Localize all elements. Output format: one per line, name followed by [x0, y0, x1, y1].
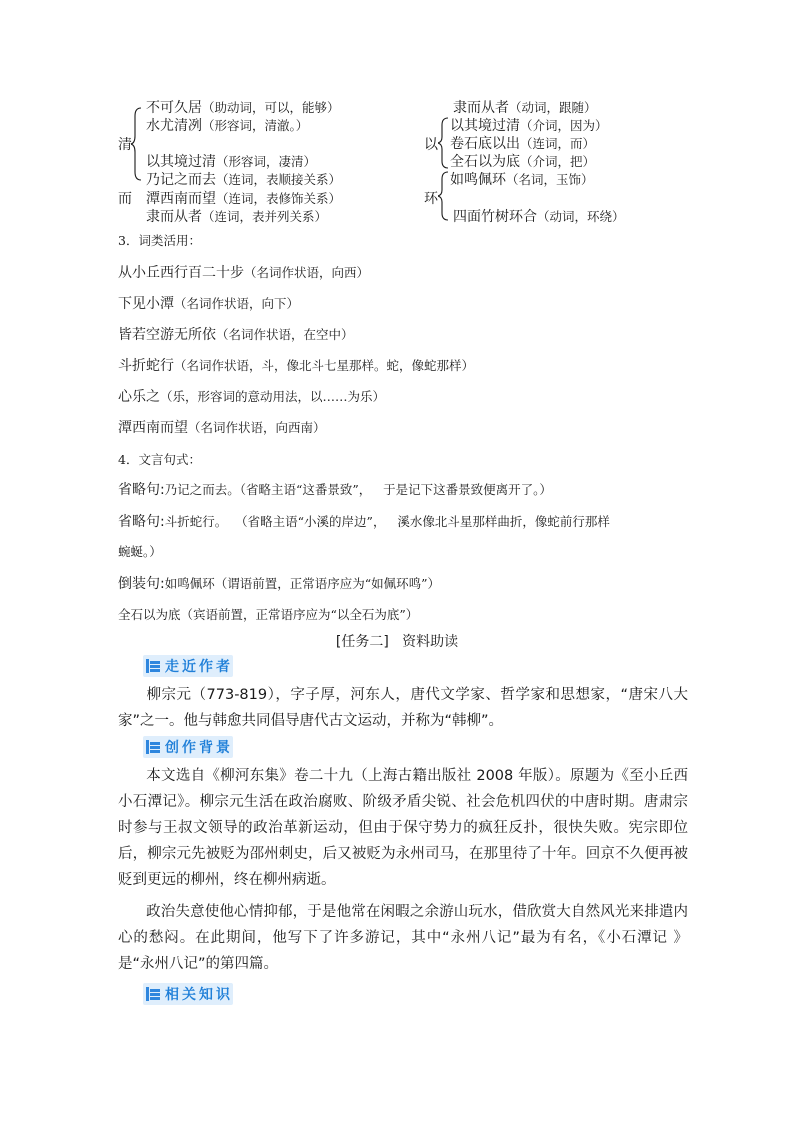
- right-row-text: 四面竹树环合: [453, 209, 537, 225]
- right-char-huan: 环: [424, 191, 438, 207]
- right-row-5: [453, 206, 625, 226]
- left-row-text: 乃记之而去: [146, 172, 216, 188]
- section-header-background: [143, 736, 233, 758]
- section4-item-text: 乃记之而去。（省略主语“这番景致”， 于是记下这番景致便离开了。）: [164, 482, 552, 497]
- section-header-author: [143, 655, 233, 677]
- section4-item-text: 斗折蛇行。 （省略主语“小溪的岸边”， 溪水像北斗星那样曲折，像蛇前行那样: [164, 514, 610, 529]
- section-bars-icon: [146, 987, 160, 1001]
- right-char-yi: 以: [424, 137, 438, 153]
- left-row-0: [146, 97, 340, 117]
- background-text-2: 政治失意使他心情抑郁，于是他常在闲暇之余游山玩水，借欣赏大自然风光来排遣内心的愁闷。在此期间，他写下了许多游记，其中“永州八记”最为有名，《小石潭记 》 是“永州八记”的第四篇。: [118, 904, 688, 972]
- left-row-text: 不可久居: [146, 100, 202, 116]
- section3-item-text: 斗折蛇行: [118, 358, 174, 374]
- right-row-note: （介词，把）: [520, 154, 596, 169]
- section4-item: [118, 479, 552, 499]
- section3-item-note: （名词作状语，斗，像北斗七星那样。蛇，像蛇那样）: [174, 358, 475, 373]
- section4-item-label: 省略句:: [118, 514, 165, 530]
- section3-item: [118, 355, 474, 375]
- left-row-note: （连词，表顺接关系）: [216, 172, 342, 187]
- section4-item-text: 如鸣佩环（谓语前置，正常语序应为“如佩环鸣”）: [164, 576, 441, 591]
- right-row-text: 以其境过清: [450, 118, 520, 134]
- background-paragraph-2: [118, 899, 688, 977]
- left-row-text: 隶而从者: [146, 209, 202, 225]
- right-row-note: （介词，因为）: [520, 118, 608, 133]
- section-label: 走近作者: [165, 659, 233, 675]
- section3-item-text: 下见小潭: [118, 296, 174, 312]
- left-row-4: [146, 188, 341, 208]
- section-bars-icon: [146, 740, 160, 754]
- section3-item: [118, 417, 326, 437]
- section3-item-note: （乐，形容词的意动用法，以……为乐）: [160, 389, 386, 404]
- section4-heading: 4．文言句式：: [118, 452, 201, 467]
- section3-item-text: 从小丘西行百二十步: [118, 265, 244, 281]
- right-row-note: （动词，环绕）: [537, 209, 625, 224]
- right-row-text: 卷石底以出: [450, 136, 520, 152]
- left-row-note: （助动词，可以，能够）: [202, 100, 340, 115]
- author-paragraph: [118, 682, 688, 734]
- section3-item: [118, 324, 354, 344]
- task-title: [任务二] 资料助读: [335, 634, 459, 650]
- section3-item-note: （名词作状语，向下）: [174, 296, 300, 311]
- left-char-er: 而: [118, 191, 132, 207]
- section-label: 相关知识: [165, 987, 233, 1003]
- section3-item-text: 皆若空游无所依: [118, 327, 216, 343]
- section4-item: [118, 511, 610, 531]
- section4-item-label: 省略句:: [118, 482, 165, 498]
- section3-item-text: 心乐之: [118, 389, 160, 405]
- left-row-2: [146, 151, 316, 171]
- right-row-4: [450, 169, 594, 189]
- right-row-text: 全石以为底: [450, 154, 520, 170]
- section-label: 创作背景: [165, 740, 233, 756]
- section4-item: [118, 573, 440, 593]
- left-row-note: （形容词，凄清）: [216, 154, 317, 169]
- right-row-note: （名词，玉饰）: [506, 172, 594, 187]
- right-row-note: （动词，跟随）: [509, 100, 597, 115]
- section4-item-label: 倒装句:: [118, 576, 165, 592]
- right-brace-huan: [438, 170, 450, 222]
- right-row-text: 隶而从者: [453, 100, 509, 116]
- section3-item: [118, 262, 369, 282]
- right-brace-yi: [438, 116, 450, 170]
- left-row-note: （连词，表并列关系）: [202, 209, 328, 224]
- right-row-0: [453, 97, 597, 117]
- right-row-2: [450, 133, 595, 153]
- section3-item: [118, 293, 299, 313]
- author-text: 柳宗元（773-819），字子厚，河东人，唐代文学家、哲学家和思想家，“唐宋八大家”之一。他与韩愈共同倡导唐代古文运动，并称为“韩柳”。: [118, 687, 688, 729]
- section4-item-continuation: 蜿蜒。）: [118, 544, 162, 559]
- background-paragraph-1: [118, 763, 688, 893]
- left-row-note: （连词，表修饰关系）: [216, 191, 342, 206]
- section4-item: [118, 604, 418, 623]
- section3-item-note: （名词作状语，向西）: [244, 265, 370, 280]
- background-text-1: 本文选自《柳河东集》卷二十九（上海古籍出版社 2008 年版）。原题为《至小丘西小石潭记》。柳宗元生活在政治腐败、阶级矛盾尖锐、社会危机四伏的中唐时期。唐肃宗时参与王叔文领导的政治革新运动，但由于保守势力的疯狂反扑，很快失败。宪宗即位后，柳宗元先被贬为邵州刺史，后又被贬为永州司马，在那里待了十年。回京不久便再被贬到更远的柳州，终在柳州病逝。: [118, 768, 688, 888]
- right-row-text: 如鸣佩环: [450, 172, 506, 188]
- section3-item-note: （名词作状语，向西南）: [188, 420, 326, 435]
- left-row-text: 以其境过清: [146, 154, 216, 170]
- section-bars-icon: [146, 659, 160, 673]
- left-brace-qing: [131, 106, 143, 182]
- left-row-note: （形容词，清澈。）: [202, 118, 309, 133]
- section3-heading: 3．词类活用：: [118, 233, 201, 248]
- section-header-related: [143, 983, 233, 1005]
- left-char-qing: 清: [118, 137, 132, 153]
- left-row-text: 潭西南而望: [146, 191, 216, 207]
- left-row-3: [146, 169, 341, 189]
- section3-item-note: （名词作状语，在空中）: [216, 327, 354, 342]
- section4-item-text: 全石以为底（宾语前置，正常语序应为“以全石为底”）: [118, 607, 419, 622]
- right-row-1: [450, 115, 608, 135]
- right-row-3: [450, 151, 595, 171]
- section3-item-text: 潭西南而望: [118, 420, 188, 436]
- left-row-text: 水尤清冽: [146, 118, 202, 134]
- right-row-note: （连词，而）: [520, 136, 596, 151]
- left-row-1: [146, 115, 308, 135]
- section3-item: [118, 386, 385, 406]
- left-row-5: [146, 206, 327, 226]
